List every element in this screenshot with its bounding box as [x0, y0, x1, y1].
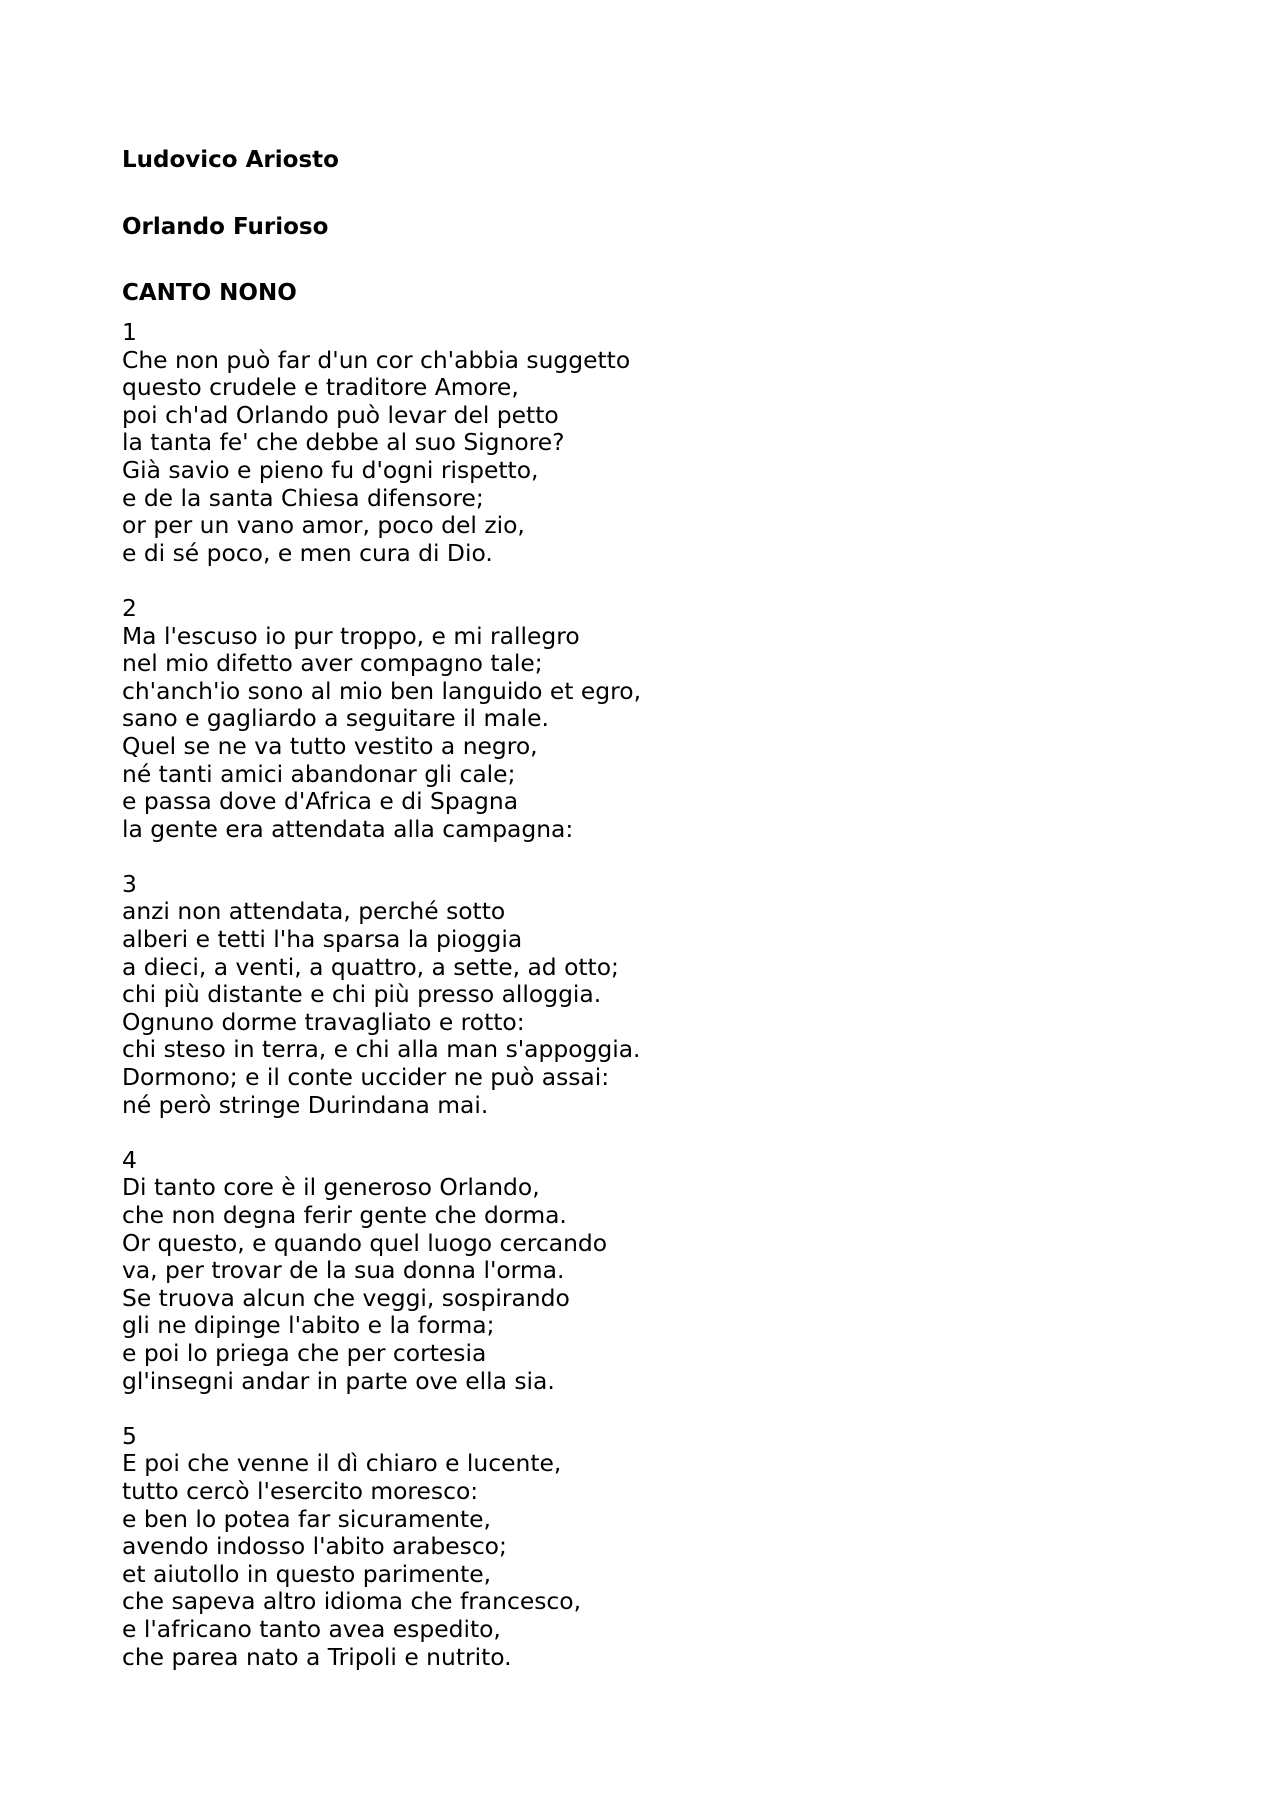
stanza	[122, 595, 1162, 843]
verse-line: e di sé poco, e men cura di Dio.	[122, 538, 493, 567]
verse-line: a dieci, a venti, a quattro, a sette, ad otto;	[122, 952, 619, 981]
verse-line: ch'anch'io sono al mio ben languido et egro,	[122, 676, 642, 705]
verse-line: che non degna ferir gente che dorma.	[122, 1201, 567, 1229]
verse-line: et aiutollo in questo parimente,	[122, 1559, 492, 1588]
verse-line: né tanti amici abandonar gli cale;	[122, 759, 516, 788]
verse-line: chi più distante e chi più presso alloggia.	[122, 980, 602, 1009]
verse-line: gl'insegni andar in parte ove ella sia.	[122, 1366, 555, 1395]
verse-line: che sapeva altro idioma che francesco,	[122, 1587, 582, 1616]
verse-line: sano e gagliardo a seguitare il male.	[122, 704, 549, 733]
stanza-number: 2	[122, 593, 137, 622]
verse-line: e poi lo priega che per cortesia	[122, 1338, 487, 1367]
verse-line: Or questo, e quando quel luogo cercando	[122, 1228, 608, 1257]
verse-line: la gente era attendata alla campagna:	[122, 814, 574, 843]
verse-line: Dormono; e il conte uccider ne può assai:	[122, 1063, 610, 1092]
verse-line: E poi che venne il dì chiaro e lucente,	[122, 1449, 562, 1478]
verse-line: poi ch'ad Orlando può levar del petto	[122, 400, 559, 429]
stanza	[122, 871, 1162, 1119]
verse-line: or per un vano amor, poco del zio,	[122, 511, 525, 540]
verse-line: Già savio e pieno fu d'ogni rispetto,	[122, 455, 539, 484]
stanza-number: 5	[122, 1421, 137, 1450]
verse-line: nel mio difetto aver compagno tale;	[122, 649, 543, 678]
verse-line: Quel se ne va tutto vestito a negro,	[122, 731, 538, 760]
stanza-number: 1	[122, 318, 137, 346]
verse-line: Ognuno dorme travagliato e rotto:	[122, 1007, 525, 1036]
verse-line: Se truova alcun che veggi, sospirando	[122, 1283, 570, 1312]
verse-line: e ben lo potea far sicuramente,	[122, 1504, 491, 1533]
stanza	[122, 1423, 1162, 1671]
work-title: Orlando Furioso	[122, 214, 329, 240]
document-page	[122, 146, 1162, 1699]
verse-line: gli ne dipinge l'abito e la forma;	[122, 1311, 495, 1340]
verse-line: e de la santa Chiesa difensore;	[122, 483, 484, 512]
verse-line: e l'africano tanto avea espedito,	[122, 1614, 501, 1643]
stanza-number: 3	[122, 869, 137, 898]
verse-line: e passa dove d'Africa e di Spagna	[122, 787, 519, 816]
stanza-number: 4	[122, 1145, 137, 1174]
verse-line: tutto cercò l'esercito moresco:	[122, 1476, 479, 1505]
stanza	[122, 319, 1162, 567]
canto-heading: CANTO NONO	[122, 280, 297, 306]
verse-line: alberi e tetti l'ha sparsa la pioggia	[122, 925, 523, 954]
verse-line: questo crudele e traditore Amore,	[122, 373, 519, 402]
verse-line: chi steso in terra, e chi alla man s'appoggia.	[122, 1035, 641, 1064]
verse-line: Che non può far d'un cor ch'abbia suggetto	[122, 345, 631, 374]
verse-line: anzi non attendata, perché sotto	[122, 897, 506, 926]
verse-line: né però stringe Durindana mai.	[122, 1090, 489, 1119]
verse-line: Di tanto core è il generoso Orlando,	[122, 1173, 540, 1202]
stanza-list	[122, 319, 1162, 1671]
stanza	[122, 1147, 1162, 1395]
verse-line: avendo indosso l'abito arabesco;	[122, 1532, 507, 1561]
verse-line: Ma l'escuso io pur troppo, e mi rallegro	[122, 621, 580, 650]
author-heading: Ludovico Ariosto	[122, 147, 339, 173]
verse-line: che parea nato a Tripoli e nutrito.	[122, 1642, 512, 1671]
verse-line: la tanta fe' che debbe al suo Signore?	[122, 428, 565, 457]
verse-line: va, per trovar de la sua donna l'orma.	[122, 1256, 565, 1285]
